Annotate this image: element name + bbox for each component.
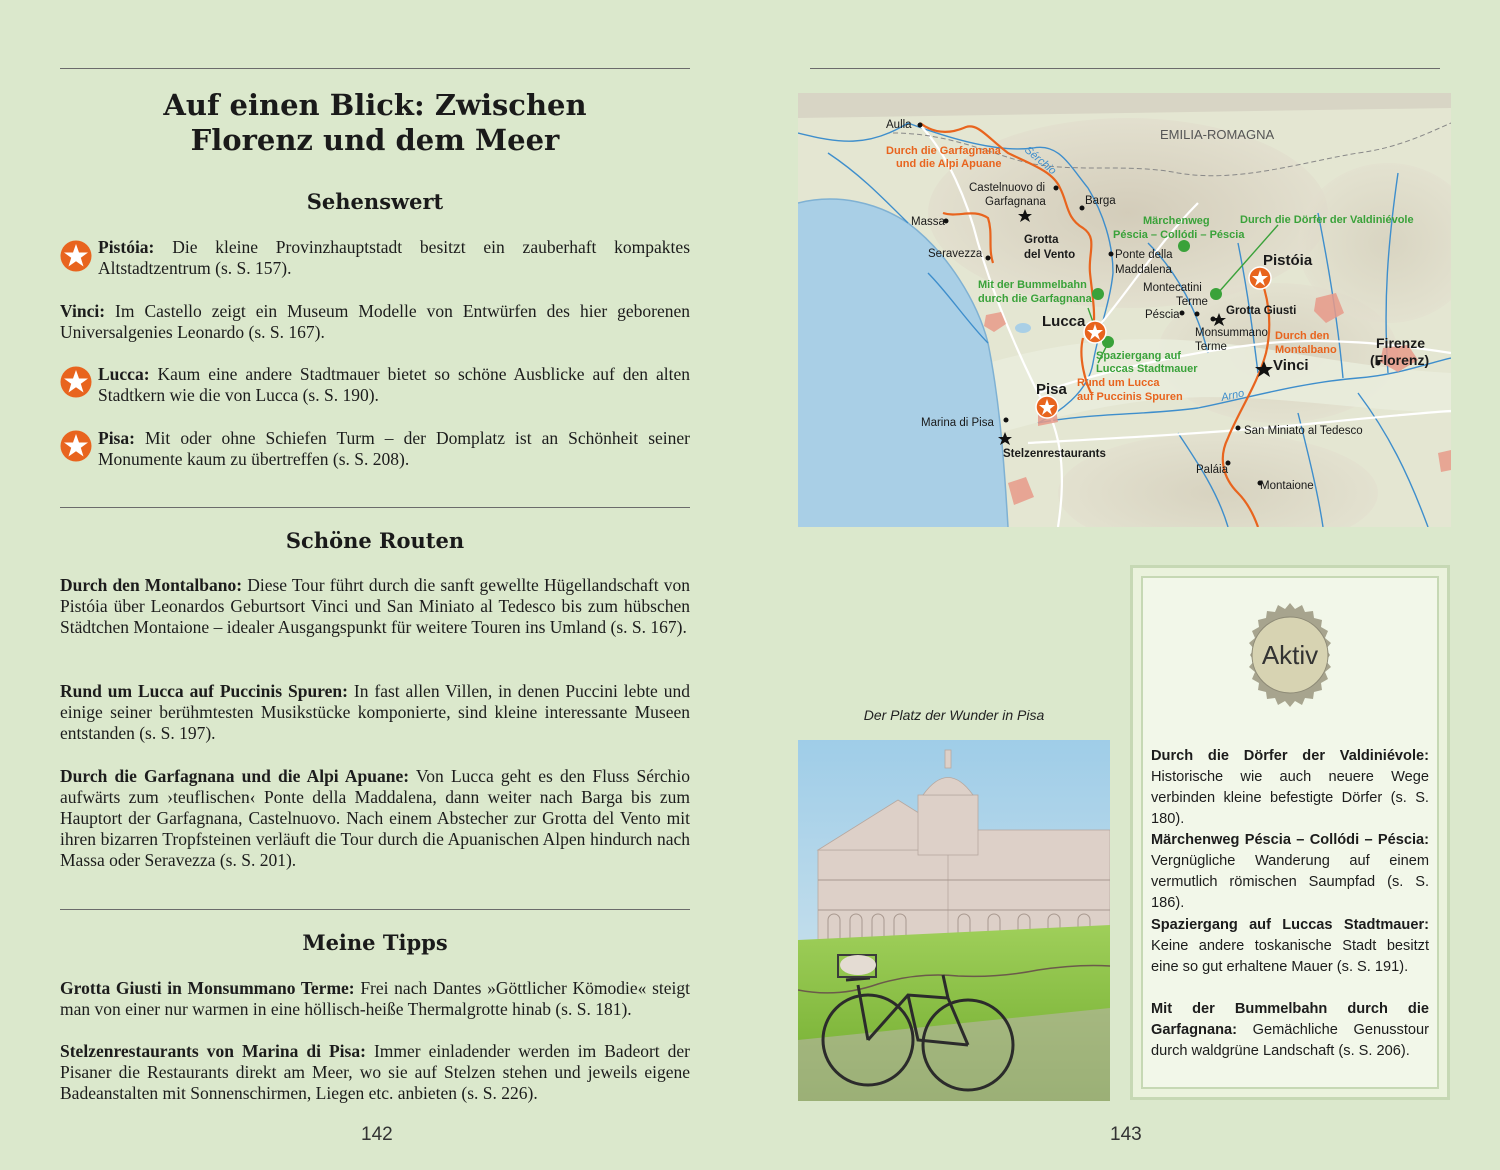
map-city-label: Firenze — [1376, 335, 1426, 351]
map-place-label: Massa — [911, 216, 945, 228]
map-route-label: Spaziergang auf — [1096, 350, 1181, 362]
map-place-label: Aulla — [886, 119, 912, 131]
star-badge-icon — [60, 366, 92, 398]
map-route-label: auf Puccinis Spuren — [1077, 391, 1183, 403]
map-place-label: Marina di Pisa — [921, 417, 994, 429]
map-sight-label: Pistóia — [1263, 252, 1313, 269]
top-rule-right — [810, 68, 1440, 69]
top-rule-left — [60, 68, 690, 69]
page-number-left: 142 — [361, 1124, 393, 1145]
map-star-label: Grotta Giusti — [1226, 305, 1297, 317]
map-sight-label: Vinci — [1273, 357, 1309, 374]
map-route-label: Durch den — [1275, 330, 1330, 342]
map-place-label: Péscia — [1145, 309, 1180, 321]
heading-sehenswert: Sehenswert — [306, 189, 444, 214]
map-star-label: del Vento — [1024, 249, 1076, 261]
sehenswert-item: Vinci: Im Castello zeigt ein Museum Modelle von Entwürfen des hier geborenen Universalgenies Leonardo (s. S. 167). — [60, 301, 691, 342]
map-place-label: Barga — [1085, 195, 1116, 207]
map-route-label: Durch die Garfagnana — [886, 145, 1001, 157]
region-map — [798, 93, 1451, 527]
map-place-label: Montaione — [1260, 480, 1314, 492]
map-place-label: Terme — [1176, 296, 1208, 308]
route-item: Rund um Lucca auf Puccinis Spuren: In fast allen Villen, in denen Puccini lebte und einige seiner berühmtesten Musikstücke komponierte, sind kleine interessante Museen entstanden (s. S. 197). — [60, 681, 690, 743]
map-route-label: Rund um Lucca — [1077, 377, 1160, 389]
map-river-label: Sérchio — [1022, 144, 1059, 178]
map-route-label: Montalbano — [1275, 344, 1337, 356]
aktiv-badge-icon — [1238, 603, 1342, 707]
page-number-right: 143 — [1110, 1124, 1142, 1145]
map-place-label: Garfagnana — [985, 196, 1046, 208]
map-route-label: Märchenweg — [1143, 215, 1210, 227]
tipp-item: Stelzenrestaurants von Marina di Pisa: Immer einladender werden im Badeort der Pisaner die Restaurants direkt am Meer, wo sie auf Stelzen stehen und jeweils eigene Badeanstalten mit Sonnenschirmen, Liegen etc. anbieten (s. S. 226). — [60, 1041, 691, 1103]
map-star-label: Grotta — [1024, 234, 1059, 246]
map-place-label: Castelnuovo di — [969, 182, 1046, 194]
map-river-label: Arno — [1220, 387, 1246, 404]
map-route-label: und die Alpi Apuane — [896, 158, 1002, 170]
aktiv-item: Mit der Bummelbahn durch die Garfagnana: Gemächliche Genusstour durch waldgrüne Landschaft (s. S. 206). — [1151, 1001, 1429, 1059]
route-item: Durch den Montalbano: Diese Tour führt durch die sanft gewellte Hügellandschaft von Pistóia über Leonardos Geburtsort Vinci und San Miniato al Tedesco bis zum hübschen Städtchen Montaione – idealer Ausgangspunkt für weitere Touren ins Umland (s. S. 167). — [60, 575, 691, 637]
map-route-label: Mit der Bummelbahn — [978, 279, 1087, 291]
star-badge-icon — [60, 430, 92, 462]
aktiv-item: Märchenweg Péscia – Collódi – Péscia: Vergnügliche Wanderung auf einem vermutlich römischen Saumpfad (s. S. 186). — [1151, 832, 1429, 911]
pisa-cathedral-photo — [798, 740, 1110, 1101]
route-item: Durch die Garfagnana und die Alpi Apuane: Von Lucca geht es den Fluss Sérchio aufwärts zum ›teuflischen‹ Ponte della Maddalena, dann weiter nach Barga bis zum Hauptort der Garfagnana, Castelnuovo. Nach einem Abstecher zur Grotta del Vento mit ihren bizarren Tropfsteinen verläuft die Tour durch die Apuanischen Alpen hindurch nach Massa oder Seravezza (s. S. 201). — [60, 766, 690, 870]
heading-meine-tipps: Meine Tipps — [302, 930, 448, 955]
map-sight-label: Lucca — [1042, 313, 1086, 330]
map-star-label: Stelzenrestaurants — [1003, 448, 1106, 460]
map-place-label: Seravezza — [928, 248, 983, 260]
map-route-label: durch die Garfagnana — [978, 293, 1092, 305]
map-place-label: Maddalena — [1115, 264, 1172, 276]
map-place-label: Terme — [1195, 341, 1227, 353]
map-place-label: San Miniato al Tedesco — [1244, 425, 1363, 437]
map-place-label: Ponte della — [1115, 249, 1173, 261]
map-place-label: Paláia — [1196, 464, 1228, 476]
star-badge-icon — [60, 240, 92, 272]
map-city-label: (Florenz) — [1370, 352, 1430, 368]
page-title: Auf einen Blick: Zwischen Florenz und dem Meer — [163, 88, 587, 157]
photo-caption: Der Platz der Wunder in Pisa — [863, 707, 1045, 723]
map-region-label: EMILIA-ROMAGNA — [1160, 127, 1275, 142]
sehenswert-item: Pistóia: Die kleine Provinzhauptstadt besitzt ein zauberhaft kompaktes Altstadtzentrum (s. S. 157). — [98, 237, 691, 278]
map-place-label: Monsummano — [1195, 327, 1268, 339]
divider — [60, 909, 690, 910]
aktiv-item: Spaziergang auf Luccas Stadtmauer: Keine andere toskanische Stadt besitzt eine so gut erhaltene Mauer (s. S. 191). — [1151, 917, 1429, 975]
aktiv-badge-label: Aktiv — [1261, 640, 1319, 670]
map-route-label: Péscia – Collódi – Péscia — [1113, 229, 1245, 241]
sehenswert-item: Lucca: Kaum eine andere Stadtmauer bietet so schöne Ausblicke auf den alten Stadtkern wie die von Lucca (s. S. 190). — [98, 364, 690, 405]
divider — [60, 507, 690, 508]
map-route-label: Durch die Dörfer der Valdiniévole — [1240, 214, 1414, 226]
sehenswert-item: Pisa: Mit oder ohne Schiefen Turm – der Domplatz ist an Schönheit seiner Monumente kaum zu übertreffen (s. S. 208). — [98, 428, 690, 469]
map-route-label: Luccas Stadtmauer — [1096, 363, 1198, 375]
heading-schoene-routen: Schöne Routen — [285, 528, 465, 553]
aktiv-item: Durch die Dörfer der Valdiniévole: Historische wie auch neuere Wege verbinden kleine befestigte Dörfer (s. S. 180). — [1151, 748, 1429, 827]
tipp-item: Grotta Giusti in Monsummano Terme: Frei nach Dantes »Göttlicher Kömodie« steigt man von einer nur warmen in eine höllisch-heiße Thermalgrotte hinab (s. S. 181). — [60, 978, 691, 1019]
map-place-label: Montecatini — [1143, 282, 1202, 294]
map-sight-label: Pisa — [1036, 381, 1067, 398]
